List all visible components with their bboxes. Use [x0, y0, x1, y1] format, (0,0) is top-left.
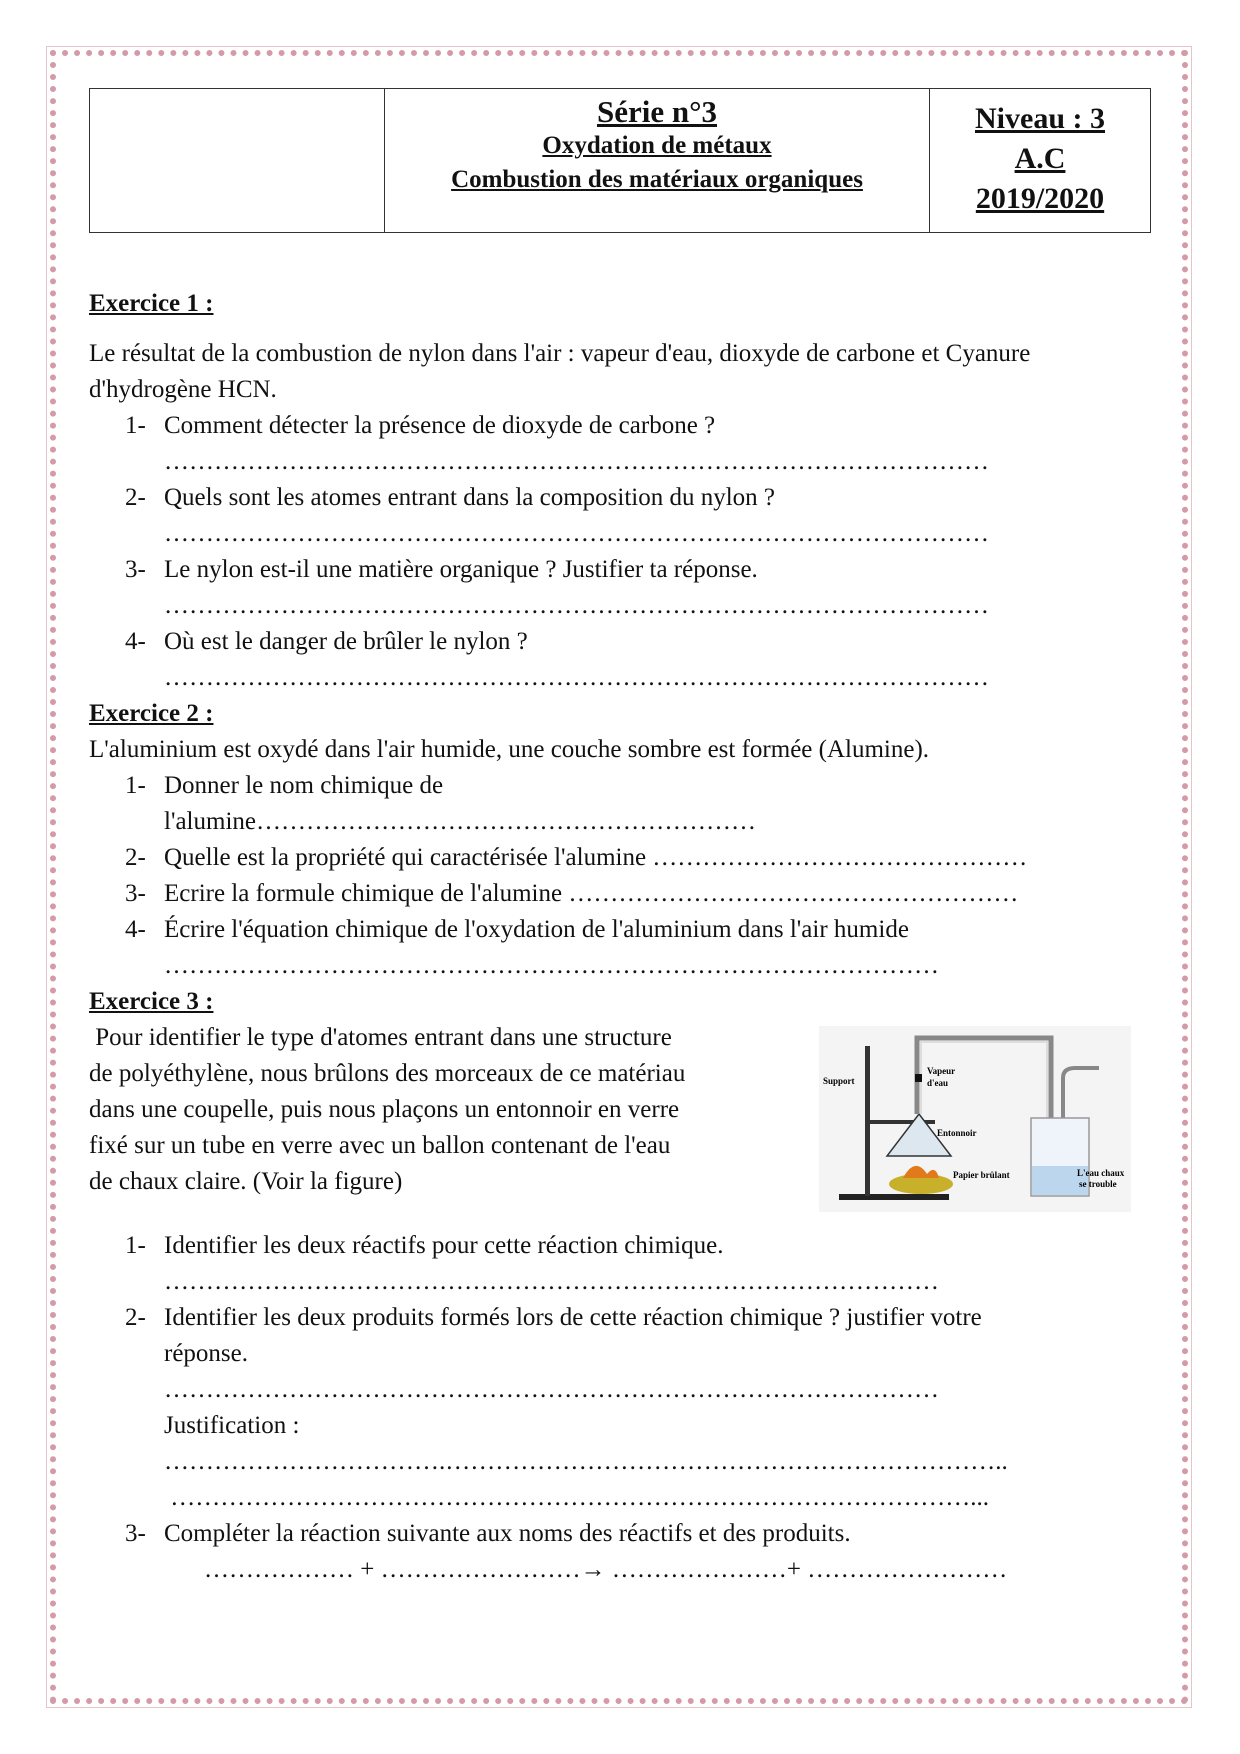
answer-line[interactable]: ………………………………………………………………………………………	[164, 664, 989, 691]
question-text: Compléter la réaction suivante aux noms des réactifs et des produits.	[164, 1520, 851, 1547]
question-text: Identifier les deux produits formés lors de cette réaction chimique ? justifier votre	[164, 1304, 982, 1331]
intro-line: fixé sur un tube en verre avec un ballon contenant de l'eau	[89, 1132, 671, 1159]
tube-clamp	[915, 1074, 922, 1082]
question-text: Comment détecter la présence de dioxyde de carbone ?	[164, 412, 716, 439]
exercise-1-title: Exercice 1 :	[89, 290, 214, 317]
question-text: Identifier les deux réactifs pour cette réaction chimique.	[164, 1232, 724, 1259]
level-class: A.C	[1014, 142, 1066, 175]
label-chaux-1: L'eau chaux	[1077, 1168, 1125, 1178]
question-number: 4-	[125, 628, 146, 655]
question-text: Donner le nom chimique de	[164, 772, 444, 799]
answer-line[interactable]: …………………………………………………………………………………	[164, 1376, 939, 1403]
ex1-question-4	[89, 624, 1161, 660]
stand-base	[839, 1194, 949, 1200]
question-text: Où est le danger de brûler le nylon ?	[164, 628, 528, 655]
exercise-2-title: Exercice 2 :	[89, 700, 214, 727]
ex2-question-2[interactable]	[89, 840, 1161, 876]
label-entonnoir: Entonnoir	[937, 1128, 977, 1138]
label-vapeur-2: d'eau	[927, 1078, 949, 1088]
ex3-question-3	[89, 1516, 1161, 1552]
ex2-question-3[interactable]	[89, 876, 1161, 912]
intro-line: de polyéthylène, nous brûlons des morceaux de ce matériau	[89, 1060, 686, 1087]
ex3-question-2	[89, 1300, 1161, 1336]
answer-line[interactable]: …………………………………………………………………………………	[164, 952, 939, 979]
experiment-figure	[819, 1026, 1131, 1212]
question-number: 2-	[125, 1304, 146, 1331]
answer-line[interactable]: …………………………………………………………………………………	[164, 1268, 939, 1295]
exercise-3-intro-block	[89, 1020, 1161, 1212]
question-text: Écrire l'équation chimique de l'oxydation de l'aluminium dans l'air humide	[164, 916, 909, 943]
question-number: 1-	[125, 1232, 146, 1259]
header-empty-cell	[90, 89, 385, 232]
question-number: 3-	[125, 556, 146, 583]
label-papier: Papier brûlant	[953, 1170, 1010, 1180]
header-title-cell	[385, 89, 930, 232]
ex3-question-1	[89, 1228, 1161, 1264]
question-number: 1-	[125, 412, 146, 439]
label-vapeur-1: Vapeur	[927, 1066, 956, 1076]
reaction-equation[interactable]: ……………… + ……………………→ …………………+ ……………………	[204, 1556, 1008, 1583]
header-table	[89, 88, 1151, 233]
ex2-question-1-answer[interactable]: l'alumine……………………………………………………	[164, 808, 756, 835]
question-number: 3-	[125, 1520, 146, 1547]
exercise-2-intro: L'aluminium est oxydé dans l'air humide, une couche sombre est formée (Alumine).	[89, 736, 930, 763]
ex3-question-2-cont: réponse.	[164, 1340, 248, 1367]
question-text: Ecrire la formule chimique de l'alumine ………………………………………………	[164, 880, 1019, 907]
answer-line[interactable]: ……………………………………………………………………………………...	[164, 1484, 989, 1511]
question-number: 4-	[125, 916, 146, 943]
subtitle-combustion: Combustion des matériaux organiques	[451, 166, 863, 193]
question-text: Le nylon est-il une matière organique ? Justifier ta réponse.	[164, 556, 758, 583]
intro-line: dans une coupelle, puis nous plaçons un entonnoir en verre	[89, 1096, 680, 1123]
answer-line[interactable]: ………………………………………………………………………………………	[164, 592, 989, 619]
question-text: Quels sont les atomes entrant dans la composition du nylon ?	[164, 484, 776, 511]
question-number: 2-	[125, 844, 146, 871]
justification-label: Justification :	[164, 1412, 300, 1439]
answer-line[interactable]: ………………………………………………………………………………………	[164, 448, 989, 475]
answer-line[interactable]: …………………………….…………………………………………………………..	[164, 1448, 1008, 1475]
intro-line: Pour identifier le type d'atomes entrant dans une structure	[89, 1024, 672, 1051]
label-chaux-2: se trouble	[1079, 1179, 1117, 1189]
ex1-question-2	[89, 480, 1161, 516]
question-number: 1-	[125, 772, 146, 799]
label-support: Support	[823, 1076, 855, 1086]
ex1-question-3	[89, 552, 1161, 588]
ex1-question-1	[89, 408, 1161, 444]
question-text: Quelle est la propriété qui caractérisée l'alumine ………………………………………	[164, 844, 1028, 871]
answer-line[interactable]: ………………………………………………………………………………………	[164, 520, 989, 547]
worksheet-content	[89, 286, 1161, 1588]
ex2-question-4	[89, 912, 1161, 948]
exercise-3-intro	[89, 1020, 799, 1212]
level-label: Niveau : 3	[975, 102, 1105, 135]
exercise-1-intro: Le résultat de la combustion de nylon dans l'air : vapeur d'eau, dioxyde de carbone et Cyanure d'hydrogène HCN.	[89, 340, 1031, 403]
intro-line: de chaux claire. (Voir la figure)	[89, 1168, 403, 1195]
ex2-question-1	[89, 768, 1161, 804]
question-number: 2-	[125, 484, 146, 511]
question-number: 3-	[125, 880, 146, 907]
serie-title: Série n°3	[596, 94, 718, 129]
subtitle-oxydation: Oxydation de métaux	[542, 132, 772, 159]
header-level-cell	[930, 89, 1150, 232]
exercise-3-title: Exercice 3 :	[89, 988, 214, 1015]
school-year: 2019/2020	[975, 182, 1105, 215]
